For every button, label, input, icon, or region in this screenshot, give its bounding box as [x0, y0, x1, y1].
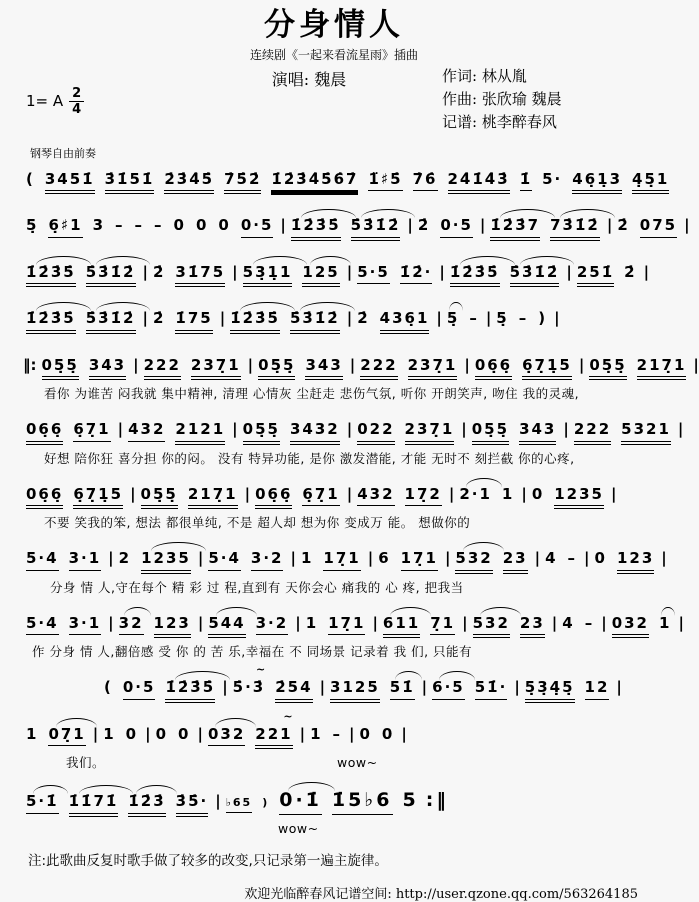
note-token: –: [518, 309, 529, 327]
barline: |: [436, 309, 442, 327]
barline: |: [439, 262, 445, 281]
barline: |: [219, 309, 226, 327]
credit-lyricist: [442, 65, 642, 88]
barline: |: [462, 613, 468, 632]
barline: |: [514, 678, 520, 696]
barline: |: [244, 484, 251, 503]
barline: |: [584, 549, 590, 567]
note-token: 3·2: [251, 544, 284, 571]
lyric-fragment: 分身 情 人,守在每个 精 彩 过 程,直到有 天你会心 痛我的 心 疼, 把我当: [50, 579, 464, 595]
note-token: 2̇: [417, 216, 431, 234]
lyric-fragment: 好想 陪你狂 喜分担 你的闷。 没有 特异功能, 是你 激发潜能, 才能 无时不 刻拦截 你的心疼,: [44, 450, 575, 466]
music-line: [26, 544, 667, 574]
note-token: 7̣1: [430, 609, 455, 636]
note-token: 1: [300, 549, 314, 567]
note-token: 123: [617, 544, 654, 574]
barline: |: [461, 420, 467, 438]
barline: |: [554, 309, 560, 327]
footer-text: 欢迎光临醉春风记谱空间: http://user.qzone.qq.com/563264185: [244, 886, 638, 902]
note-token: 0·1̇: [279, 784, 322, 815]
note-token: 3·2: [256, 609, 289, 636]
note-token: 1̇1̇71̇: [69, 787, 119, 817]
lyric-fragment: 我们。: [66, 755, 106, 770]
note-token: 4̣5̣1: [632, 165, 669, 195]
song-title: 分身情人: [264, 7, 404, 43]
barline: |: [232, 262, 238, 281]
note-token: 611: [383, 609, 420, 639]
note-token: 0: [173, 216, 186, 234]
note-token: 2121: [175, 415, 225, 445]
barline: |: [566, 262, 572, 281]
note-token: 0: [359, 724, 372, 743]
note-token: 05̣5̣: [243, 415, 280, 445]
barline: |: [290, 549, 296, 567]
note-token: 075: [640, 211, 677, 238]
note-token: 2̇: [152, 262, 166, 281]
note-token: –: [469, 309, 479, 327]
lyric-fragment: 作 分身 情 人,翻倍感 受 你 的 苦 乐,幸福在 不 同场景 记录着 我 们, 只能有: [32, 644, 473, 659]
barline: |: [464, 355, 470, 374]
barline: |: [578, 355, 585, 374]
note-token: 032: [208, 720, 245, 747]
barline: |: [346, 262, 353, 281]
lyric-fragment: wow~: [337, 755, 378, 770]
note-token: 1: [659, 609, 671, 635]
note-token: 1: [501, 484, 515, 503]
credit-composer-label: 作曲:: [442, 90, 478, 108]
note-token: 1̇2̇3̇7: [490, 211, 540, 241]
barline: |: [444, 549, 451, 567]
music-line: [26, 480, 642, 510]
note-token: 5̇3̇1̇2̇: [290, 304, 340, 334]
note-token: 2̇: [357, 309, 370, 327]
note-token: 6̣7̣1: [302, 480, 339, 507]
music-line: [26, 165, 670, 195]
music-line: [23, 351, 699, 381]
note-token: 1: [305, 613, 319, 632]
note-token: 07̣1: [48, 720, 85, 747]
note-token: 5·4: [26, 609, 59, 636]
note-token: 6̣7̣1̣5: [522, 351, 572, 381]
barline: :‖: [425, 789, 449, 811]
barline: |: [601, 613, 607, 632]
note-token: 2̇: [152, 309, 166, 327]
barline: |: [407, 216, 413, 234]
barline: |: [130, 484, 136, 503]
barline: |: [108, 549, 114, 567]
note-token: 3451̇: [45, 165, 95, 195]
note-token: 5̣: [26, 216, 39, 234]
music-line: [26, 211, 690, 241]
barline: |: [551, 613, 558, 632]
note-token: –: [332, 724, 342, 743]
lyrics-line: [30, 642, 642, 660]
note-token: 1235: [554, 480, 604, 510]
note-token: –: [154, 216, 164, 234]
note-token: 2̇3̇4̇5̇: [164, 165, 214, 195]
note-token: 432: [128, 415, 165, 442]
note-token: 6·5: [432, 673, 465, 700]
note-token: 0: [125, 724, 139, 743]
note-token: 1: [26, 724, 39, 743]
barline: |: [563, 420, 569, 438]
note-token: 6̣♯1: [48, 211, 82, 238]
note-token: 1̇: [520, 165, 532, 192]
note-token: 237̣1: [405, 415, 455, 445]
note-token: 544: [208, 609, 245, 639]
note-token: –: [567, 549, 578, 567]
note-token: 5: [402, 789, 419, 811]
barline: |: [611, 484, 617, 503]
note-token: –: [584, 613, 595, 632]
note-token: 5̣3̣4̣5̣: [525, 673, 575, 703]
barline: |: [92, 724, 99, 743]
note-token: 51̇·: [475, 673, 508, 700]
note-token: 1̇2̇3̇5̇: [26, 258, 76, 288]
note-token: 5̇3̇1̇2̇: [86, 258, 136, 288]
note-token: 222: [360, 351, 397, 381]
note-token: 0: [218, 216, 231, 234]
note-token: 23: [503, 544, 528, 574]
barline: |: [142, 262, 148, 281]
note-token: 1̇5♭6: [332, 784, 393, 815]
note-token: 3125: [330, 673, 380, 703]
time-signature: [69, 87, 84, 116]
barline: |: [145, 724, 151, 743]
note-token: 06̣6̣: [255, 480, 292, 510]
barline: |: [117, 420, 124, 438]
note-token: 7̇5̇2̇: [224, 165, 261, 195]
lyric-fragment: 看你 为谁苦 闷我就 集中精神, 清理 心情灰 尘赶走 悲伤气氛, 听你 开朗笑声, 吻住 我的灵魂,: [44, 386, 580, 401]
barline: |: [534, 549, 541, 567]
singer-label: 演唱:: [271, 69, 310, 89]
music-line: [26, 720, 642, 750]
note-token: 5·4: [208, 544, 241, 571]
barline: |: [133, 355, 139, 374]
note-token: 5̇3̇1̇2̇: [351, 211, 401, 241]
barline: |: [299, 724, 306, 743]
barline: |: [479, 216, 486, 234]
note-token: 343: [519, 415, 556, 445]
barline: |: [367, 549, 374, 567]
lyrics-line: [30, 821, 642, 836]
music-line: [26, 304, 642, 334]
note-token: –: [134, 216, 145, 234]
note-token: 32: [119, 609, 144, 636]
barline: |: [197, 549, 204, 567]
note-token: 237̣1: [191, 351, 241, 381]
note-token: 1̇2̇3̇5̇: [230, 304, 280, 334]
barline: |: [521, 484, 527, 503]
note-token: 06̣6̣: [26, 480, 63, 510]
note-token: 5·: [542, 169, 563, 188]
barline: |: [678, 613, 684, 632]
note-token: 3·1: [69, 609, 102, 636]
note-token: 1̇2̇3̇5̇: [165, 673, 215, 703]
note-token: 5·5: [357, 258, 390, 285]
barline: |: [693, 355, 699, 374]
note-token: 532: [473, 609, 510, 639]
barline: |: [421, 678, 428, 696]
lyric-fragment: 不要 笑我的笨, 想法 都很单纯, 不是 超人却 想为你 变成万 能。 想做你的: [44, 515, 471, 530]
credit-transcriber-value: 桃李醉春风: [481, 113, 557, 132]
note-token: 1235: [141, 544, 191, 574]
lyrics-line: [30, 753, 642, 771]
note-token: 222: [574, 415, 611, 445]
lyrics-line: [30, 578, 642, 596]
note-token: 217̣1: [188, 480, 238, 510]
prelude-label: 钢琴自由前奏: [30, 146, 96, 160]
note-token: 3̇1̇51̇: [105, 165, 155, 195]
note-token: 2̇: [624, 262, 637, 281]
barline: |: [448, 484, 455, 503]
barline: |: [295, 613, 301, 632]
barline: |: [197, 613, 204, 632]
lyrics-line: [30, 449, 642, 467]
note-token: 0: [155, 724, 169, 743]
barline: |: [232, 420, 238, 438]
note-token: 6̣7̣1̣5: [73, 480, 123, 510]
note-token: 7̇6̇: [413, 165, 438, 192]
note-token: 032: [612, 609, 649, 639]
note-token: 1̈♯5̇: [368, 165, 402, 192]
note-token: ~ 5̇·3̇: [233, 673, 266, 699]
barline: |: [372, 613, 378, 632]
note-token: 53̣1̣1: [243, 258, 293, 288]
note-token: 1̇2̇3̇5̇: [291, 211, 341, 241]
credits-block: [442, 65, 642, 135]
note-token: 0·5: [241, 211, 274, 238]
note-token: 4: [562, 613, 575, 632]
note-token: 1̇2̇3̇: [128, 787, 165, 817]
note-token: 5̣: [447, 304, 459, 330]
note-token: 73̇1̇2̇: [550, 211, 600, 241]
barline: |: [643, 262, 650, 281]
note-token: 1̇2̇3̇5̇: [450, 258, 500, 288]
note-token: 222: [144, 351, 181, 381]
note-token: ): [538, 309, 548, 327]
credit-composer: [442, 88, 642, 111]
note-token: 06̣6̣: [475, 351, 512, 381]
note-token: 05̣5̣: [258, 351, 295, 381]
credit-transcriber: [442, 111, 642, 134]
barline: |: [485, 309, 492, 327]
credit-lyricist-label: 作词:: [442, 66, 478, 85]
note-token: 022: [357, 415, 394, 445]
note-token: 1̇75: [175, 304, 212, 334]
note-token: 436̣1: [380, 304, 430, 334]
note-token: 1: [310, 724, 323, 743]
note-token: (: [26, 169, 35, 188]
note-token: 12: [585, 673, 610, 700]
music-line: [104, 673, 642, 703]
note-token: 06̣6̣: [26, 415, 63, 445]
time-signature-numerator: 2: [69, 87, 84, 102]
barline: |: [197, 724, 203, 743]
note-token: 123: [154, 609, 191, 639]
note-token: 0·5: [123, 673, 156, 700]
note-token: 532: [455, 544, 492, 574]
time-signature-denominator: 4: [72, 101, 82, 117]
note-token: 0·5: [440, 211, 473, 238]
note-token: 2̇: [617, 216, 630, 234]
note-token: 17̣1: [401, 544, 438, 571]
note-token: ♭6̇5̇: [226, 791, 253, 813]
barline: |: [349, 355, 356, 374]
note-token: 17̣2: [405, 480, 442, 507]
note-token: 0: [381, 724, 395, 743]
barline: |: [346, 309, 353, 327]
note-token: 125: [302, 258, 339, 288]
music-line: [26, 609, 684, 639]
note-token: 05̣5̣: [589, 351, 626, 381]
note-token: 343: [305, 351, 342, 381]
singer-name: 魏晨: [314, 69, 347, 89]
note-token: 1̇2̇3̇5̇: [26, 304, 76, 334]
note-token: 46̣1̣3: [572, 165, 622, 195]
note-token: 05̣5̣: [472, 415, 509, 445]
barline: |: [215, 792, 221, 810]
note-token: 4: [545, 549, 558, 567]
lyric-fragment: wow~: [278, 820, 319, 836]
note-token: (: [104, 678, 113, 696]
barline: |: [349, 724, 355, 743]
barline: |: [606, 216, 613, 234]
note-token: 2̇54: [275, 673, 312, 703]
note-token: 05̣5̣: [42, 351, 79, 381]
barline: |: [108, 613, 114, 632]
barline: |: [346, 420, 353, 438]
note-token: 3̇5̇·: [176, 787, 209, 817]
key-signature: [26, 65, 176, 116]
note-token: 2·1: [459, 480, 492, 506]
barline: |: [616, 678, 622, 696]
barline: |: [319, 678, 326, 696]
note-token: 3·1: [69, 544, 102, 571]
note-token: 1: [103, 724, 116, 743]
note-token: 5321: [621, 415, 671, 445]
note-token: 3: [92, 216, 106, 234]
note-token: 5·4: [26, 544, 59, 571]
note-token: 17̣1: [328, 609, 365, 636]
note-token: 1̇2̇·: [400, 258, 433, 285]
note-token: 6: [378, 549, 391, 567]
lyrics-line: [30, 384, 642, 402]
note-token: 05̣5̣: [141, 480, 178, 510]
note-token: 2: [118, 549, 132, 567]
lyrics-line: [30, 513, 642, 531]
note-token: 432: [357, 480, 394, 507]
note-token: 343: [89, 351, 126, 381]
barline: |: [280, 216, 286, 234]
note-token: ): [262, 796, 270, 809]
song-subtitle: 连续剧《一起来看流星雨》插曲: [249, 47, 418, 62]
note-token: –: [115, 216, 125, 234]
note-token: 6̣7̣1: [73, 415, 110, 442]
barline: |: [247, 355, 254, 374]
note-token: 1̇2̇3̇4̇5̇6̇7̇: [271, 165, 358, 192]
barline: ‖:: [23, 355, 37, 374]
note-token: 0: [195, 216, 209, 234]
note-token: 5̇3̇1̇2̇: [86, 304, 136, 334]
note-token: 0: [531, 484, 545, 503]
music-score: [23, 165, 699, 836]
music-line: [26, 258, 650, 288]
note-token: 237̣1: [408, 351, 458, 381]
note-token: 3432: [290, 415, 340, 445]
note-token: 251̇: [577, 258, 614, 288]
note-token: 23: [520, 609, 545, 639]
note-token: 0: [178, 724, 191, 743]
header-row: [26, 65, 642, 135]
credit-transcriber-label: 记谱:: [442, 113, 478, 132]
music-line: [26, 784, 642, 817]
note-token: 5·1̇: [26, 787, 59, 814]
credit-lyricist-value: 林从胤: [481, 66, 527, 85]
barline: |: [661, 549, 667, 567]
note-token: 17̣1: [323, 544, 360, 571]
note-token: 31̇75: [175, 258, 225, 288]
music-line: [26, 415, 684, 445]
note-token: 0: [594, 549, 607, 567]
note-token: 217̣1: [637, 351, 687, 381]
note-token: 5̣: [496, 309, 509, 327]
barline: |: [684, 216, 690, 234]
note-token: 24̇1̇4̇3̇: [448, 165, 510, 195]
note-token: 5̇3̇1̇2̇: [510, 258, 560, 288]
key-label: 1= A: [26, 91, 64, 110]
barline: |: [222, 678, 228, 696]
barline: |: [346, 484, 353, 503]
note-text: 注:此歌曲反复时歌手做了较多的改变,只记录第一遍主旋律。: [28, 852, 388, 869]
singer-line: [176, 65, 442, 90]
barline: |: [142, 309, 148, 327]
barline: |: [401, 724, 407, 743]
note-token: 51̇: [390, 673, 415, 700]
credit-composer-value: 张欣瑜 魏晨: [481, 90, 562, 108]
barline: |: [677, 420, 684, 438]
note-token: ~ 221: [255, 720, 292, 750]
